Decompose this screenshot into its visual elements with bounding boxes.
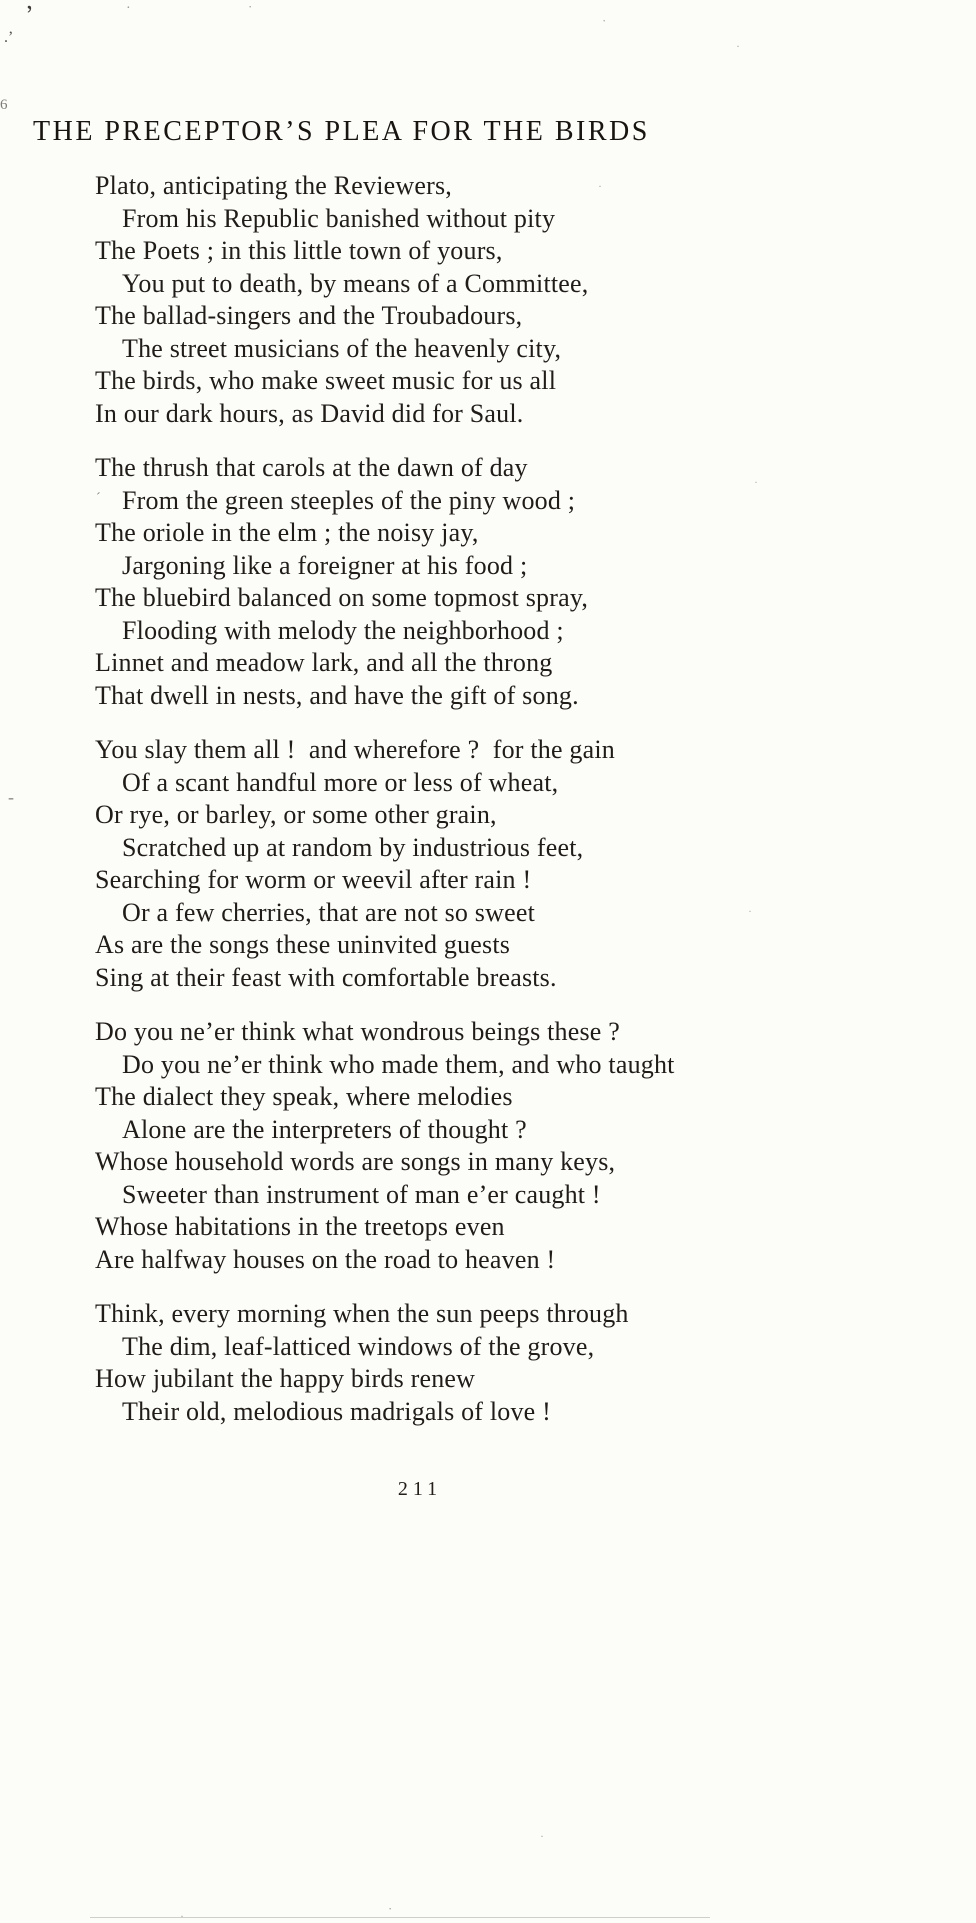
poem-line: Alone are the interpreters of thought ?: [122, 1114, 527, 1144]
poem-line: Whose habitations in the treetops even: [95, 1212, 505, 1241]
poem-line: Jargoning like a foreigner at his food ;: [122, 550, 528, 580]
poem-line: Sing at their feast with comfortable breasts.: [95, 962, 557, 992]
poem-line: Whose household words are songs in many keys,: [95, 1147, 616, 1176]
poem-line: Searching for worm or weevil after rain !: [95, 865, 532, 894]
poem-line: Do you ne’er think who made them, and who taught: [122, 1049, 675, 1079]
poem: [95, 170, 795, 1450]
poem-line: Flooding with melody the neighborhood ;: [122, 615, 564, 645]
stanza: [95, 452, 795, 712]
scan-artifact: ·: [180, 1909, 184, 1923]
poem-line: You put to death, by means of a Committee,: [122, 268, 589, 298]
poem-line: From his Republic banished without pity: [122, 203, 556, 233]
scan-artifact: -: [8, 787, 14, 807]
poem-line: Think, every morning when the sun peeps through: [95, 1299, 629, 1328]
scan-artifact: ·: [598, 179, 602, 193]
scan-artifact: ·: [602, 13, 607, 28]
poem-line: From the green steeples of the piny wood ;: [122, 485, 576, 515]
scan-artifact: ´: [96, 491, 101, 506]
poem-line: Plato, anticipating the Reviewers,: [95, 171, 452, 200]
stanza: [95, 1298, 795, 1428]
poem-line: The ballad-singers and the Troubadours,: [95, 301, 523, 330]
poem-line: Of a scant handful more or less of wheat,: [122, 767, 559, 797]
scan-artifact: ·: [736, 39, 740, 53]
poem-line: Or rye, or barley, or some other grain,: [95, 800, 497, 829]
poem-line: That dwell in nests, and have the gift of song.: [95, 680, 579, 710]
scan-artifact: ·: [126, 1, 131, 16]
poem-line: The oriole in the elm ; the noisy jay,: [95, 518, 479, 547]
poem-line: The street musicians of the heavenly city,: [122, 333, 562, 363]
poem-line: The Poets ; in this little town of yours,: [95, 236, 503, 265]
poem-line: Sweeter than instrument of man e’er caught !: [122, 1179, 601, 1209]
poem-line: Do you ne’er think what wondrous beings these ?: [95, 1017, 620, 1046]
page-number: 211: [397, 1478, 443, 1500]
poem-line: The birds, who make sweet music for us all: [95, 366, 557, 395]
poem-line: Their old, melodious madrigals of love !: [122, 1396, 551, 1426]
scan-artifact: ·: [388, 1901, 393, 1916]
scan-artifact: ’: [23, 0, 37, 30]
scan-artifact: ·: [754, 475, 758, 489]
stanza: [95, 734, 795, 994]
poem-line: You slay them all ! and wherefore ? for the gain: [95, 735, 615, 764]
poem-line: In our dark hours, as David did for Saul.: [95, 398, 524, 428]
scan-artifact: 6: [0, 97, 8, 113]
poem-line: Or a few cherries, that are not so sweet: [122, 897, 535, 927]
poem-line: Scratched up at random by industrious feet,: [122, 832, 584, 862]
poem-title: THE PRECEPTOR’S PLEA FOR THE BIRDS: [33, 116, 650, 147]
poem-line: How jubilant the happy birds renew: [95, 1364, 476, 1393]
page-edge-line: [90, 1917, 710, 1918]
scan-artifact: ·: [540, 1829, 544, 1843]
poem-line: As are the songs these uninvited guests: [95, 930, 511, 959]
stanza: [95, 1016, 795, 1276]
scan-artifact: ·: [748, 904, 752, 918]
stanza: [95, 170, 795, 430]
poem-line: The thrush that carols at the dawn of day: [95, 453, 528, 482]
scan-artifact: ·: [248, 0, 253, 14]
poem-line: The bluebird balanced on some topmost spray,: [95, 583, 589, 612]
poem-line: Linnet and meadow lark, and all the throng: [95, 648, 553, 677]
scan-artifact: .’: [4, 29, 14, 46]
poem-line: The dialect they speak, where melodies: [95, 1082, 513, 1111]
poem-line: Are halfway houses on the road to heaven !: [95, 1244, 556, 1274]
poem-line: The dim, leaf-latticed windows of the grove,: [122, 1331, 595, 1361]
